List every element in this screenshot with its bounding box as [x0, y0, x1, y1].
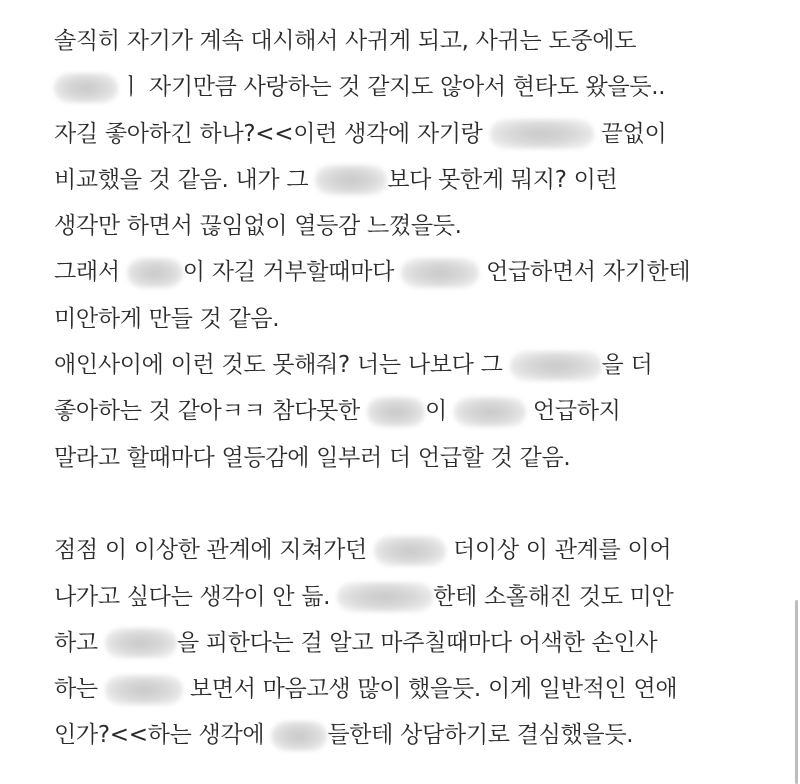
- text-segment: 나가고 싶다는 생각이 안 듦.: [54, 583, 338, 610]
- redacted-blur: [490, 119, 594, 149]
- redacted-blur: [510, 351, 602, 381]
- text-line: [54, 712, 754, 758]
- text-line: [54, 527, 754, 573]
- text-segment: 애인사이에 이런 것도 못해줘? 너는 나보다 그: [54, 352, 510, 379]
- redacted-blur: [271, 721, 327, 751]
- redacted-blur: [374, 536, 446, 566]
- text-segment: 자길 좋아하긴 하나?<<이런 생각에 자기랑: [54, 120, 490, 147]
- text-segment: 을 더: [601, 352, 653, 379]
- redacted-blur: [54, 73, 118, 103]
- redacted-blur: [454, 397, 526, 427]
- scrollbar[interactable]: [795, 600, 798, 784]
- redacted-blur: [401, 258, 479, 288]
- redacted-blur: [315, 165, 387, 195]
- paragraph-gap: [54, 481, 754, 527]
- text-segment: 점점 이 이상한 관계에 지쳐가던: [54, 537, 374, 564]
- text-segment: 더이상 이 관계를 이어: [446, 537, 672, 564]
- redacted-blur: [127, 258, 183, 288]
- redacted-blur: [337, 582, 433, 612]
- text-line: [54, 388, 754, 434]
- text-segment: 하고: [54, 629, 105, 656]
- redacted-blur: [105, 628, 177, 658]
- text-line: [54, 157, 754, 203]
- text-line: [54, 64, 754, 110]
- text-line: [54, 620, 754, 666]
- text-segment: 을 피한다는 걸 알고 마주칠때마다 어색한 손인사: [176, 629, 658, 656]
- text-segment: 보면서 마음고생 많이 했을듯. 이게 일반적인 연애: [182, 676, 678, 703]
- text-segment: 한테 소홀해진 것도 미안: [433, 583, 674, 610]
- post-body: [54, 18, 754, 759]
- text-segment: 들한테 상담하기로 결심했을듯.: [327, 722, 634, 749]
- text-segment: 끝없이: [593, 120, 667, 147]
- text-segment: 미안하게 만들 것 같음.: [54, 305, 280, 332]
- text-line: [54, 342, 754, 388]
- text-line: [54, 111, 754, 157]
- text-segment: 생각만 하면서 끊임없이 열등감 느꼈을듯.: [54, 213, 462, 240]
- text-line: [54, 203, 754, 249]
- text-segment: 언급하지: [525, 398, 621, 425]
- text-segment: 언급하면서 자기한테: [479, 259, 691, 286]
- text-segment: ㅣ 자기만큼 사랑하는 것 같지도 않아서 현타도 왔을듯..: [120, 74, 666, 101]
- text-segment: 말라고 할때마다 열등감에 일부러 더 언급할 것 같음.: [54, 444, 571, 471]
- text-segment: 그래서: [54, 259, 127, 286]
- text-segment: 보다 못한게 뭐지? 이런: [387, 166, 618, 193]
- text-segment: 솔직히 자기가 계속 대시해서 사귀게 되고, 사귀는 도중에도: [54, 28, 637, 54]
- redacted-blur: [105, 675, 183, 705]
- text-segment: 좋아하는 것 같아ㅋㅋ 참다못한: [54, 398, 367, 425]
- text-line: [54, 18, 754, 64]
- text-line: [54, 249, 754, 295]
- text-segment: 하는: [54, 676, 105, 703]
- text-line: [54, 666, 754, 712]
- text-segment: 인가?<<하는 생각에: [54, 722, 272, 749]
- text-line: [54, 296, 754, 342]
- text-line: [54, 574, 754, 620]
- text-segment: 이: [424, 398, 454, 425]
- redacted-blur: [367, 397, 425, 427]
- text-line: [54, 435, 754, 481]
- text-segment: 이 자길 거부할때마다: [182, 259, 402, 286]
- text-segment: 비교했을 것 같음. 내가 그: [54, 166, 316, 193]
